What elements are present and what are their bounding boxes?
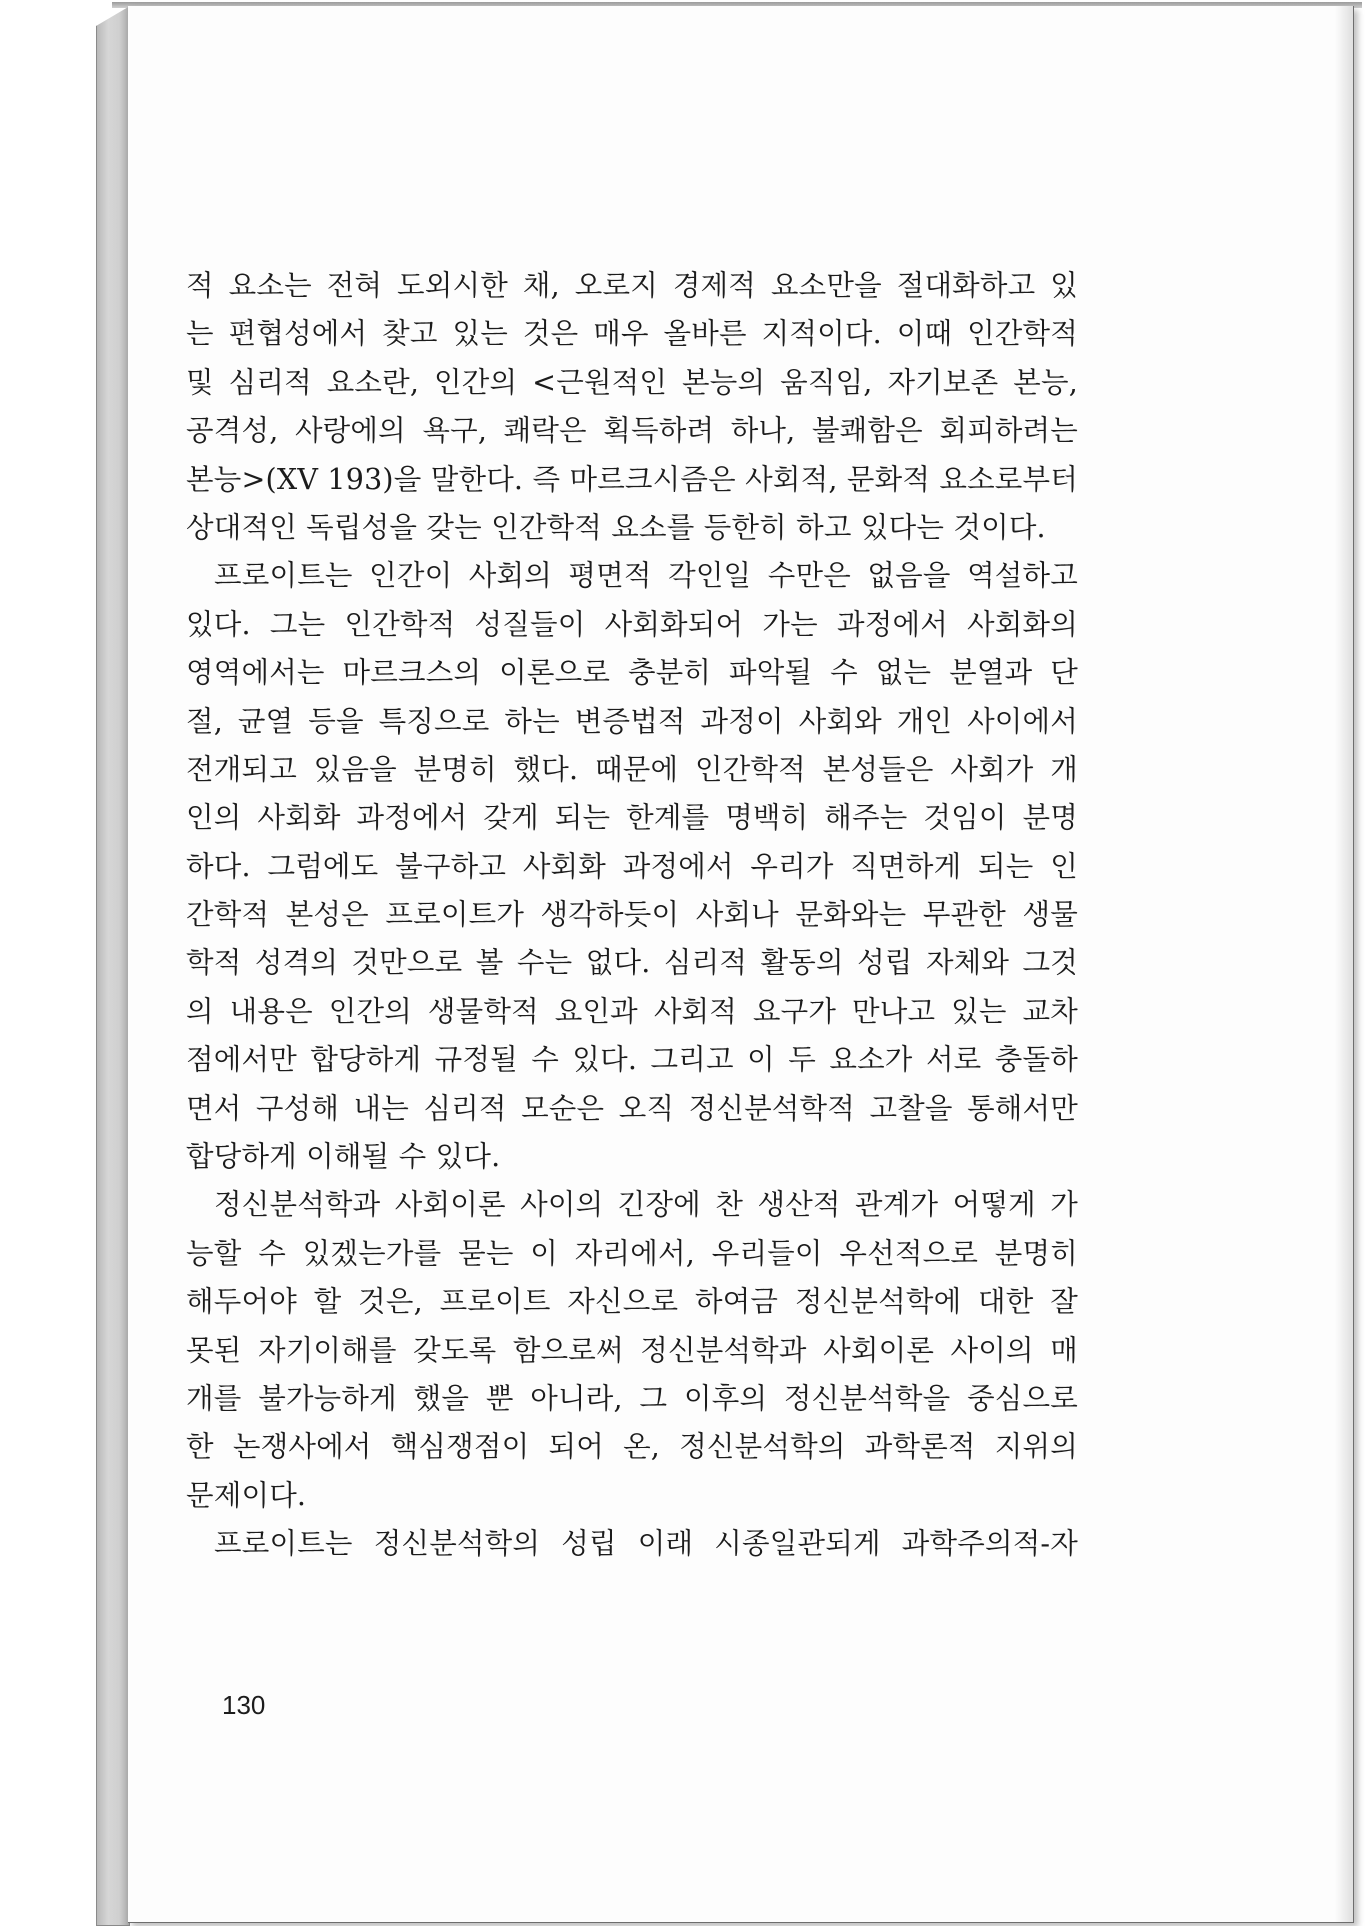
text-line: 는 편협성에서 찾고 있는 것은 매우 올바른 지적이다. 이때 인간학적 xyxy=(186,317,1078,351)
paragraph xyxy=(186,262,1078,552)
paragraph xyxy=(186,552,1078,1181)
text-line: 프로이트는 정신분석학의 성립 이래 시종일관되게 과학주의적-자 xyxy=(214,1527,1078,1561)
text-line: 절, 균열 등을 특징으로 하는 변증법적 과정이 사회와 개인 사이에서 xyxy=(186,704,1078,738)
text-line: 능할 수 있겠는가를 묻는 이 자리에서, 우리들이 우선적으로 분명히 xyxy=(186,1236,1078,1270)
text-line: 인의 사회화 과정에서 갖게 되는 한계를 명백히 해주는 것임이 분명 xyxy=(186,801,1078,835)
text-line: 못된 자기이해를 갖도록 함으로써 정신분석학과 사회이론 사이의 매 xyxy=(186,1333,1078,1367)
text-line: 프로이트는 인간이 사회의 평면적 각인일 수만은 없음을 역설하고 xyxy=(214,559,1078,593)
text-line: 한 논쟁사에서 핵심쟁점이 되어 온, 정신분석학의 과학론적 지위의 xyxy=(186,1430,1078,1464)
text-line: 정신분석학과 사회이론 사이의 긴장에 찬 생산적 관계가 어떻게 가 xyxy=(214,1188,1078,1222)
text-line: 있다. 그는 인간학적 성질들이 사회화되어 가는 과정에서 사회화의 xyxy=(186,607,1078,641)
text-line: 공격성, 사랑에의 욕구, 쾌락은 획득하려 하나, 불쾌함은 회피하려는 xyxy=(186,414,1078,448)
text-line: 영역에서는 마르크스의 이론으로 충분히 파악될 수 없는 분열과 단 xyxy=(186,656,1078,690)
text-line: 학적 성격의 것만으로 볼 수는 없다. 심리적 활동의 성립 자체와 그것 xyxy=(186,946,1078,980)
text-line: 본능>(XV 193)을 말한다. 즉 마르크시즘은 사회적, 문화적 요소로부터 xyxy=(186,462,1078,496)
book-spine xyxy=(96,6,130,1926)
text-line: 적 요소는 전혀 도외시한 채, 오로지 경제적 요소만을 절대화하고 있 xyxy=(186,269,1078,302)
page-edge-shadow xyxy=(1335,6,1353,1922)
text-line: 점에서만 합당하게 규정될 수 있다. 그리고 이 두 요소가 서로 충돌하 xyxy=(186,1043,1078,1077)
text-line: 간학적 본성은 프로이트가 생각하듯이 사회나 문화와는 무관한 생물 xyxy=(186,898,1078,932)
text-line: 합당하게 이해될 수 있다. xyxy=(186,1140,501,1174)
paragraph xyxy=(186,1520,1078,1568)
paragraph xyxy=(186,1181,1078,1520)
text-line: 의 내용은 인간의 생물학적 요인과 사회적 요구가 만나고 있는 교차 xyxy=(186,994,1078,1028)
text-line: 문제이다. xyxy=(186,1478,307,1512)
text-line: 해두어야 할 것은, 프로이트 자신으로 하여금 정신분석학에 대한 잘 xyxy=(186,1285,1078,1319)
text-line: 상대적인 독립성을 갖는 인간학적 요소를 등한히 하고 있다는 것이다. xyxy=(186,510,1046,544)
page-number: 130 xyxy=(222,1690,266,1720)
text-line: 개를 불가능하게 했을 뿐 아니라, 그 이후의 정신분석학을 중심으로 xyxy=(186,1381,1078,1415)
text-line: 하다. 그럼에도 불구하고 사회화 과정에서 우리가 직면하게 되는 인 xyxy=(186,849,1078,883)
text-line: 전개되고 있음을 분명히 했다. 때문에 인간학적 본성들은 사회가 개 xyxy=(186,752,1078,786)
body-text xyxy=(186,262,1078,1569)
text-line: 면서 구성해 내는 심리적 모순은 오직 정신분석학적 고찰을 통해서만 xyxy=(186,1091,1078,1125)
text-line: 및 심리적 요소란, 인간의 <근원적인 본능의 움직임, 자기보존 본능, xyxy=(186,365,1078,399)
